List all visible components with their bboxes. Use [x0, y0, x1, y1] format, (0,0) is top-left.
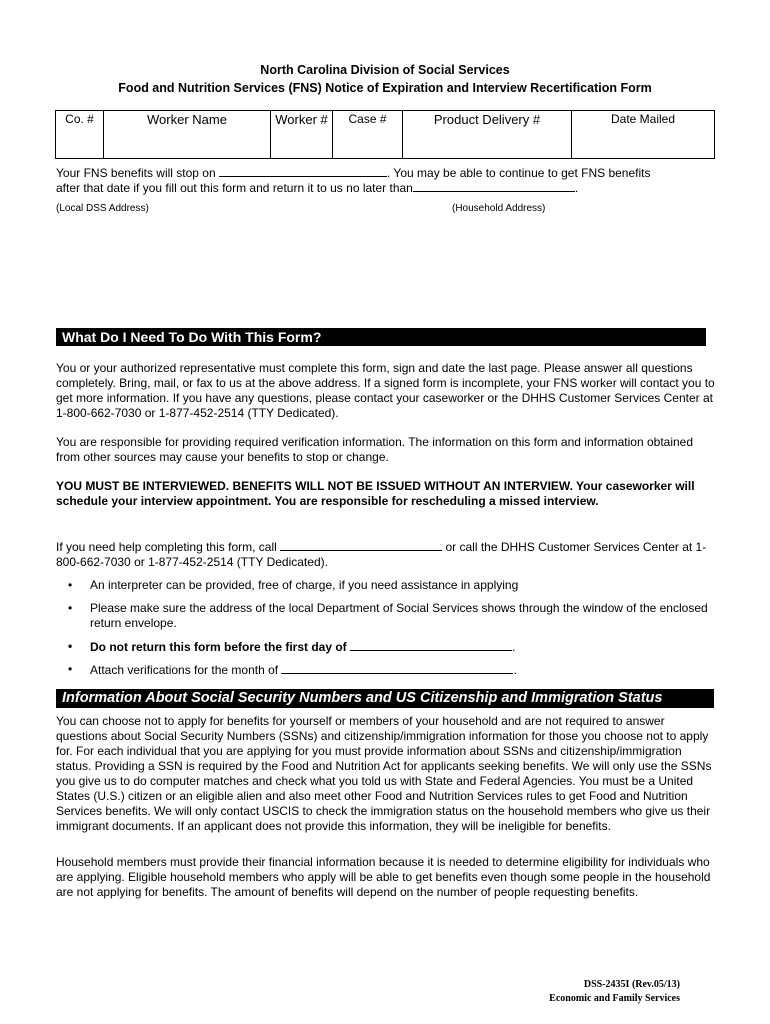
date-mailed-cell[interactable]: Date Mailed: [572, 111, 715, 159]
return-date-blank[interactable]: [413, 180, 575, 192]
household-address-label: (Household Address): [452, 203, 546, 214]
interview-warning: YOU MUST BE INTERVIEWED. BENEFITS WILL NOT BE ISSUED WITHOUT AN INTERVIEW. Your caseworker will schedule your interview appointment. You are responsible for rescheduling a missed interview.: [56, 479, 695, 508]
form-title: Food and Nutrition Services (FNS) Notice of Expiration and Interview Recertification Form: [118, 81, 652, 95]
form-page: North Carolina Division of Social Services Food and Nutrition Services (FNS) Notice of Expiration and Interview Recertification Form Co. # Worker Name Worker # Case # Product Delivery # Date Mailed Your FNS benefits will stop on . You may be able to continue to get FNS benefits after that date if you fill out this form and return it to us no later than . (Local DSS Address) (Household Address) What Do I Need To Do With This Form? You or your authorized representative must complete this form, sign and date the last page. Please answer all questions completely. Bring, mail, or fax to us at the above address. If a signed form is incomplete, your FNS worker will contact you to get more information. If you have any questions, please contact your caseworker or the DHHS Customer Services Center at 1-800-662-7030 or 1-877-452-2514 (TTY Dedicated). You are responsible for providing required verification information. The information on this form and information obtained from other sources may cause your benefits to stop or change. YOU MUST BE INTERVIEWED. BENEFITS WILL NOT BE ISSUED WITHOUT AN INTERVIEW. Your caseworker will schedule your interview appointment. You are responsible for rescheduling a missed interview. If you need help completing this form, call or call the DHHS Customer Services Center at 1-800-662-7030 or 1-877-452-2514 (TTY Dedicated). • An interpreter can be provided, free of charge, if you need assistance in applying • Please make sure the address of the local Department of Social Services shows through the window of the enclosed return envelope. • Do not return this form before the first day of . • Attach verifications for the month of . Information About Social Security Numbers and US Citizenship and Immigration Status You can choose not to apply for benefits for yourself or members of your household and are not required to answer questions about Social Security Numbers (SSNs) and citizenship/immigration information for those you choose not to apply for. For each individual that you are applying for you must provide information about SSNs and citizenship/immigration status. Providing a SSN is required by the Food and Nutrition Act for applicants seeking benefits. We will only use the SSNs you give us to do computer matches and check what you told us with State and Federal Agencies. You must be a United States (U.S.) citizen or an eligible alien and also meet other Food and Nutrition Services rules to get Food and Nutrition Services benefits. We will only contact USCIS to check the immigration status on the household members who give us their immigrant documents. If an applicant does not provide this information, they will be ineligible for benefits. Household members must provide their financial information because it is needed to determine eligibility for individuals who are applying. Eligible household members who apply will be able to get benefits even though some people in the household are not applying for benefits. The amount of benefits will depend on the number of people requesting benefits. DSS-2435I (Rev.05/13) Economic and Family Services: [0, 0, 770, 1024]
verification-paragraph: You are responsible for providing required verification information. The information on this form and information obtained from other sources may cause your benefits to stop or change.: [56, 435, 694, 464]
bullet-icon: •: [68, 578, 73, 592]
case-number-cell[interactable]: Case #: [333, 111, 403, 159]
case-info-table: [55, 110, 715, 159]
benefits-stop-line: Your FNS benefits will stop on . You may be able to continue to get FNS benefits: [56, 166, 651, 180]
ssn-paragraph: You can choose not to apply for benefits for yourself or members of your household and are not required to answer questions about Social Security Numbers (SSNs) and citizenship/immigration information for those you choose not to apply for. For each individual that you are applying for you must provide information about SSNs and citizenship/immigration status. Providing a SSN is required by the Food and Nutrition Act for applicants seeking benefits. We will only use the SSNs you give us to do computer matches and check what you told us with State and Federal Agencies. You must be a United States (U.S.) citizen or an eligible alien and also meet other Food and Nutrition Services rules to get Food and Nutrition Services benefits. We will only contact USCIS to check the immigration status on the household members who give us their immigrant documents. If an applicant does not provide this information, they will be ineligible for benefits.: [56, 714, 712, 833]
agency-title: North Carolina Division of Social Services: [260, 63, 510, 77]
first-day-blank[interactable]: [350, 639, 512, 651]
product-delivery-cell[interactable]: Product Delivery #: [403, 111, 572, 159]
section-heading-ssn-citizenship: Information About Social Security Numbers and US Citizenship and Immigration Status: [56, 689, 714, 708]
co-number-cell[interactable]: Co. #: [56, 111, 104, 159]
worker-name-cell[interactable]: Worker Name: [104, 111, 271, 159]
financial-info-paragraph: Household members must provide their financial information because it is needed to determine eligibility for individuals who are applying. Eligible household members who apply will be able to get benefits even though some people in the household are not applying for benefits. The amount of benefits will depend on the number of people requesting benefits.: [56, 855, 711, 899]
help-paragraph: If you need help completing this form, call or call the DHHS Customer Services Center at 1-800-662-7030 or 1-877-452-2514 (TTY Dedicated).: [56, 540, 707, 569]
bullet-icon: •: [68, 662, 73, 676]
section-heading-what-to-do: What Do I Need To Do With This Form?: [56, 328, 706, 346]
verification-month-blank[interactable]: [281, 662, 513, 674]
worker-number-cell[interactable]: Worker #: [271, 111, 333, 159]
division-name: Economic and Family Services: [549, 993, 680, 1004]
stop-date-blank[interactable]: [219, 165, 387, 177]
form-number: DSS-2435I (Rev.05/13): [583, 979, 680, 990]
bullet-icon: •: [68, 601, 73, 615]
bullet-icon: •: [68, 639, 73, 653]
help-phone-blank[interactable]: [280, 539, 442, 551]
instructions-paragraph: You or your authorized representative must complete this form, sign and date the last page. Please answer all questions completely. Bring, mail, or fax to us at the above address. If a signed form is incomplete, your FNS worker will contact you to get more information. If you have any questions, please contact your caseworker or the DHHS Customer Services Center at 1-800-662-7030 or 1-877-452-2514 (TTY Dedicated).: [56, 361, 715, 420]
local-dss-address-label: (Local DSS Address): [56, 203, 149, 214]
return-by-line: after that date if you fill out this form and return it to us no later than .: [56, 181, 579, 195]
